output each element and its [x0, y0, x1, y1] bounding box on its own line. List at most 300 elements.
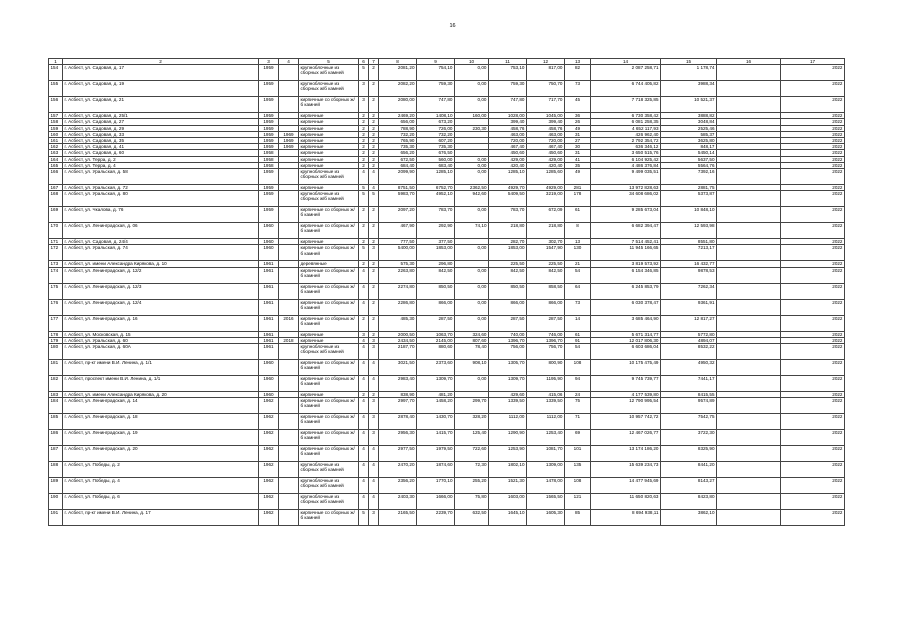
table-cell-p: 2 — [369, 207, 379, 223]
table-cell-p: 2 — [369, 267, 379, 283]
table-cell-y1: 1959 — [259, 97, 279, 113]
table-cell-a: 2956,30 — [379, 430, 417, 446]
table-cell-cost: 4 652 117,93 — [591, 125, 661, 131]
table-cell-cost: 13 972 828,63 — [591, 185, 661, 191]
table-cell-c: 0,00 — [455, 267, 489, 283]
table-cell-p: 3 — [369, 398, 379, 414]
table-cell-cost2: 16 432,77 — [661, 261, 717, 267]
table-cell-p: 4 — [369, 185, 379, 191]
table-cell-f: 2 — [359, 156, 369, 162]
table-cell-c: 328,20 — [455, 414, 489, 430]
table-cell-g: 49 — [565, 125, 591, 131]
table-row — [49, 315, 845, 331]
table-cell-walls: кирпичные — [299, 185, 359, 191]
table-cell-a: 2080,00 — [379, 97, 417, 113]
table-cell-y2 — [279, 81, 299, 97]
table-cell-addr: г. Асбест, ул. Ленинградская, д. 12/2 — [63, 267, 259, 283]
table-cell-cost2: 7542,75 — [661, 414, 717, 430]
table-cell-e: 750,70 — [527, 81, 565, 97]
table-row — [49, 207, 845, 223]
table-cell-b: 560,00 — [417, 156, 455, 162]
table-cell-g: 13 — [565, 239, 591, 245]
table-cell-e: 287,50 — [527, 315, 565, 331]
table-cell-f: 4 — [359, 398, 369, 414]
table-cell-addr: г. Асбест, ул. Уральская, д. 80 — [63, 191, 259, 207]
table-cell-d: 282,70 — [489, 239, 527, 245]
table-cell-a: 735,30 — [379, 144, 417, 150]
table-cell-e: 746,00 — [527, 331, 565, 337]
table-cell-n: 170 — [49, 223, 63, 239]
table-cell-e: 3219,00 — [527, 191, 565, 207]
table-cell-cost2: 1 178,74 — [661, 65, 717, 81]
table-cell-yr: 2022 — [781, 344, 845, 360]
table-cell-walls: крупноблочные из сборных ж/б камней — [299, 478, 359, 494]
table-cell-f: 2 — [359, 162, 369, 168]
table-cell-g: 69 — [565, 430, 591, 446]
table-cell-cost: 11 650 820,63 — [591, 494, 661, 510]
table-row — [49, 169, 845, 185]
table-cell-y2: 2016 — [279, 315, 299, 331]
table-cell-addr: г. Асбест, ул. Уральская, д. 72 — [63, 185, 259, 191]
column-number-cell: 5 — [299, 59, 359, 65]
table-cell-g: 61 — [565, 207, 591, 223]
table-cell-cost: 3 650 515,76 — [591, 150, 661, 156]
table-cell-cost2: 4894,07 — [661, 337, 717, 343]
table-cell-d: 1802,10 — [489, 462, 527, 478]
table-cell-f: 2 — [359, 315, 369, 331]
table-cell-walls: кирпичные со сборных ж/б камней — [299, 283, 359, 299]
table-cell-a: 2983,40 — [379, 376, 417, 392]
table-cell-cost2: 8532,22 — [661, 344, 717, 360]
table-cell-d: 756,00 — [489, 344, 527, 360]
table-cell-walls: кирпичные — [299, 162, 359, 168]
table-cell-cost: 6 603 686,04 — [591, 344, 661, 360]
table-cell-p: 2 — [369, 315, 379, 331]
table-cell-y2 — [279, 360, 299, 376]
table-cell-f: 2 — [359, 125, 369, 131]
table-cell-walls: кирпичные со сборных ж/б камней — [299, 267, 359, 283]
table-cell-a: 2434,50 — [379, 337, 417, 343]
table-cell-y2 — [279, 462, 299, 478]
table-cell-b: 866,00 — [417, 299, 455, 315]
table-row — [49, 223, 845, 239]
table-cell-cost: 2 087 258,71 — [591, 65, 661, 81]
table-cell-d: 720,00 — [489, 138, 527, 144]
table-cell-y1: 1961 — [259, 283, 279, 299]
table-cell-yr: 2022 — [781, 478, 845, 494]
table-cell-a: 2997,70 — [379, 398, 417, 414]
table-cell-walls: кирпичные со сборных ж/б камней — [299, 315, 359, 331]
table-cell-n: 185 — [49, 414, 63, 430]
table-cell-y2 — [279, 376, 299, 392]
column-number-cell: 9 — [417, 59, 455, 65]
table-cell-yr: 2022 — [781, 494, 845, 510]
table-cell-e: 458,76 — [527, 125, 565, 131]
column-number-cell: 8 — [379, 59, 417, 65]
table-cell-addr: г. Асбест, ул. Ленинградская, д. 06 — [63, 223, 259, 239]
column-number-cell: 16 — [717, 59, 781, 65]
table-cell-y1: 1960 — [259, 376, 279, 392]
table-cell-p: 3 — [369, 337, 379, 343]
table-cell-y2 — [279, 299, 299, 315]
table-cell-h — [717, 207, 781, 223]
table-cell-p: 2 — [369, 113, 379, 119]
table-cell-a: 2470,20 — [379, 462, 417, 478]
table-cell-a: 2878,40 — [379, 414, 417, 430]
table-cell-a: 2165,50 — [379, 510, 417, 526]
table-cell-g: 85 — [565, 510, 591, 526]
table-cell-y2 — [279, 478, 299, 494]
table-cell-y2 — [279, 169, 299, 185]
table-cell-a: 3021,50 — [379, 360, 417, 376]
table-cell-cost: 10 957 742,72 — [591, 414, 661, 430]
table-row — [49, 344, 845, 360]
table-cell-p: 5 — [369, 191, 379, 207]
table-cell-f: 4 — [359, 299, 369, 315]
table-cell-e: 672,09 — [527, 207, 565, 223]
table-cell-walls: крупноблочные из сборных ж/б камней — [299, 65, 359, 81]
table-cell-cost2: 9878,53 — [661, 267, 717, 283]
table-cell-h — [717, 65, 781, 81]
table-cell-n: 156 — [49, 97, 63, 113]
table-cell-g: 108 — [565, 360, 591, 376]
table-cell-cost2: 848,17 — [661, 144, 717, 150]
table-cell-b: 287,50 — [417, 315, 455, 331]
table-cell-h — [717, 223, 781, 239]
table-cell-a: 838,90 — [379, 392, 417, 398]
table-cell-cost2: 5564,76 — [661, 162, 717, 168]
table-cell-y1: 1960 — [259, 360, 279, 376]
table-cell-a: 2977,50 — [379, 446, 417, 462]
table-cell-walls: крупноблочные из сборных ж/б камней — [299, 344, 359, 360]
table-cell-h — [717, 299, 781, 315]
table-cell-c: 942,60 — [455, 191, 489, 207]
table-cell-b: 377,50 — [417, 239, 455, 245]
table-cell-n: 164 — [49, 156, 63, 162]
table-cell-p: 2 — [369, 261, 379, 267]
table-cell-n: 157 — [49, 113, 63, 119]
table-cell-addr: г. Асбест, ул. Садовая, д. 27 — [63, 119, 259, 125]
table-cell-g: 130 — [565, 245, 591, 261]
table-cell-c: 324,60 — [455, 331, 489, 337]
table-cell-addr: г. Асбест, ул. Садовая, д. 17 — [63, 65, 259, 81]
table-cell-y2 — [279, 65, 299, 81]
table-cell-g: 281 — [565, 185, 591, 191]
table-cell-d: 467,40 — [489, 144, 527, 150]
table-cell-a: 5983,70 — [379, 191, 417, 207]
table-cell-y1: 1961 — [259, 344, 279, 360]
table-cell-a: 2356,20 — [379, 478, 417, 494]
table-cell-b: 1666,00 — [417, 494, 455, 510]
table-cell-a: 2469,20 — [379, 113, 417, 119]
table-cell-addr: г. Асбест, ул. Победы, д. 4 — [63, 478, 259, 494]
table-cell-c: 2362,50 — [455, 185, 489, 191]
table-cell-e: 1045,00 — [527, 113, 565, 119]
table-row — [49, 65, 845, 81]
table-cell-f: 2 — [359, 392, 369, 398]
table-row — [49, 267, 845, 283]
table-row — [49, 376, 845, 392]
table-cell-cost: 6 154 346,85 — [591, 267, 661, 283]
table-cell-addr: г. Асбест, ул. Садовая, д. 60 — [63, 150, 259, 156]
table-cell-e: 1195,90 — [527, 376, 565, 392]
table-cell-g: 8 — [565, 223, 591, 239]
table-cell-yr: 2022 — [781, 138, 845, 144]
table-cell-cost2: 7213,17 — [661, 245, 717, 261]
table-cell-c: 74,10 — [455, 223, 489, 239]
table-cell-b: 726,00 — [417, 125, 455, 131]
table-cell-yr: 2022 — [781, 337, 845, 343]
table-cell-b: 1415,70 — [417, 430, 455, 446]
table-row — [49, 430, 845, 446]
table-cell-y1: 1962 — [259, 446, 279, 462]
table-cell-y2 — [279, 494, 299, 510]
table-cell-h — [717, 360, 781, 376]
table-cell-cost: 6 744 405,82 — [591, 81, 661, 97]
column-number-cell: 17 — [781, 59, 845, 65]
table-cell-yr: 2022 — [781, 162, 845, 168]
table-cell-a: 2187,70 — [379, 344, 417, 360]
table-cell-yr: 2022 — [781, 207, 845, 223]
table-cell-p: 2 — [369, 299, 379, 315]
table-cell-y1: 1960 — [259, 392, 279, 398]
table-cell-y2 — [279, 97, 299, 113]
table-cell-n: 162 — [49, 144, 63, 150]
table-cell-n: 174 — [49, 267, 63, 283]
table-body — [49, 59, 845, 526]
table-cell-c: 160,00 — [455, 113, 489, 119]
table-cell-cost2: 5450,14 — [661, 150, 717, 156]
table-cell-c: 0,00 — [455, 245, 489, 261]
table-cell-f: 4 — [359, 376, 369, 392]
table-cell-y2 — [279, 446, 299, 462]
table-cell-cost: 4 486 376,84 — [591, 162, 661, 168]
table-cell-b: 1309,70 — [417, 376, 455, 392]
table-cell-n: 190 — [49, 494, 63, 510]
table-cell-cost2: 7262,34 — [661, 283, 717, 299]
table-cell-g: 71 — [565, 414, 591, 430]
table-cell-p: 4 — [369, 360, 379, 376]
table-cell-walls: кирпичные — [299, 392, 359, 398]
table-cell-e: 866,00 — [527, 299, 565, 315]
table-cell-yr: 2022 — [781, 223, 845, 239]
table-cell-d: 1253,90 — [489, 446, 527, 462]
table-cell-g: 135 — [565, 462, 591, 478]
table-cell-cost2: 3722,30 — [661, 430, 717, 446]
table-cell-b: 747,80 — [417, 97, 455, 113]
table-cell-y2 — [279, 267, 299, 283]
table-cell-f: 2 — [359, 207, 369, 223]
table-cell-n: 173 — [49, 261, 63, 267]
table-cell-n: 187 — [49, 446, 63, 462]
table-cell-addr: г. Асбест, ул. Ленинградская, д. 16 — [63, 315, 259, 331]
table-cell-h — [717, 245, 781, 261]
table-cell-h — [717, 283, 781, 299]
table-cell-c: 0,00 — [455, 162, 489, 168]
table-cell-yr: 2022 — [781, 113, 845, 119]
table-cell-walls: крупноблочные из сборных ж/б камней — [299, 81, 359, 97]
table-cell-addr: г. Асбест, ул. Садовая, д. 21 — [63, 97, 259, 113]
table-cell-yr: 2022 — [781, 97, 845, 113]
table-cell-addr: г. Асбест, ул. Уральская, д. 58 — [63, 169, 259, 185]
table-cell-e: 225,50 — [527, 261, 565, 267]
table-cell-cost2: 7392,16 — [661, 169, 717, 185]
table-cell-d: 1290,90 — [489, 430, 527, 446]
table-cell-cost: 8 694 938,11 — [591, 510, 661, 526]
table-cell-addr: г. Асбест, ул. Уральская, д. 60А — [63, 344, 259, 360]
table-cell-g: 45 — [565, 97, 591, 113]
table-cell-yr: 2022 — [781, 414, 845, 430]
table-cell-yr: 2022 — [781, 150, 845, 156]
table-cell-y1: 1959 — [259, 119, 279, 125]
table-cell-y1: 1959 — [259, 191, 279, 207]
table-cell-p: 2 — [369, 283, 379, 299]
table-cell-a: 8751,50 — [379, 185, 417, 191]
table-cell-walls: кирпичные — [299, 156, 359, 162]
table-cell-g: 91 — [565, 337, 591, 343]
table-cell-y2 — [279, 344, 299, 360]
table-cell-addr: г. Асбест, ул. Садовая, д. 19 — [63, 81, 259, 97]
table-cell-b: 292,90 — [417, 223, 455, 239]
table-cell-b: 880,60 — [417, 344, 455, 360]
table-cell-c: 0,00 — [455, 299, 489, 315]
table-cell-cost: 6 682 394,47 — [591, 223, 661, 239]
table-cell-addr: г. Асбест, ул. Садовая, д. 24/4 — [63, 239, 259, 245]
table-cell-y2 — [279, 398, 299, 414]
table-cell-cost2: 8325,90 — [661, 446, 717, 462]
table-cell-y1: 1959 — [259, 144, 279, 150]
table-cell-f: 2 — [359, 239, 369, 245]
table-cell-n: 178 — [49, 331, 63, 337]
table-cell-d: 1309,70 — [489, 376, 527, 392]
table-row — [49, 510, 845, 526]
table-cell-h — [717, 97, 781, 113]
table-cell-g: 54 — [565, 344, 591, 360]
table-row — [49, 462, 845, 478]
table-cell-b: 1063,70 — [417, 331, 455, 337]
table-cell-walls: крупноблочные из сборных ж/б камней — [299, 494, 359, 510]
table-cell-yr: 2022 — [781, 360, 845, 376]
table-cell-p: 3 — [369, 510, 379, 526]
table-cell-p: 2 — [369, 223, 379, 239]
column-number-cell: 3 — [259, 59, 279, 65]
table-cell-d: 1112,00 — [489, 414, 527, 430]
table-row — [49, 446, 845, 462]
table-cell-y1: 1962 — [259, 414, 279, 430]
table-cell-cost2: 8423,80 — [661, 494, 717, 510]
table-cell-d: 842,50 — [489, 267, 527, 283]
table-cell-p: 2 — [369, 331, 379, 337]
table-cell-yr: 2022 — [781, 446, 845, 462]
table-cell-b: 735,30 — [417, 144, 455, 150]
column-number-cell: 13 — [565, 59, 591, 65]
table-cell-n: 169 — [49, 207, 63, 223]
table-cell-b: 754,10 — [417, 65, 455, 81]
table-cell-cost2: 5373,87 — [661, 191, 717, 207]
table-cell-yr: 2022 — [781, 261, 845, 267]
table-cell-walls: кирпичные — [299, 150, 359, 156]
table-cell-y1: 1961 — [259, 331, 279, 337]
table-cell-g: 30 — [565, 144, 591, 150]
table-cell-addr: г. Асбест, ул. Ленинградская, д. 12/4 — [63, 299, 259, 315]
table-cell-b: 1853,00 — [417, 245, 455, 261]
table-cell-walls: крупноблочные из сборных ж/б камней — [299, 462, 359, 478]
table-cell-f: 5 — [359, 191, 369, 207]
table-row — [49, 398, 845, 414]
table-cell-d: 1603,00 — [489, 494, 527, 510]
table-cell-cost: 12 790 995,54 — [591, 398, 661, 414]
table-cell-f: 3 — [359, 97, 369, 113]
table-cell-c: 299,70 — [455, 398, 489, 414]
table-cell-walls: кирпичные — [299, 125, 359, 131]
table-cell-f: 2 — [359, 131, 369, 137]
table-cell-g: 73 — [565, 81, 591, 97]
table-cell-cost: 426 962,40 — [591, 131, 661, 137]
table-cell-g: 26 — [565, 119, 591, 125]
table-cell-g: 82 — [565, 65, 591, 81]
table-cell-f: 4 — [359, 360, 369, 376]
table-cell-walls: кирпичные — [299, 331, 359, 337]
table-cell-c: 908,10 — [455, 360, 489, 376]
table-cell-d: 5409,50 — [489, 191, 527, 207]
table-cell-c: 0,00 — [455, 376, 489, 392]
table-cell-e: 1112,00 — [527, 414, 565, 430]
table-cell-p: 4 — [369, 478, 379, 494]
table-cell-b: 607,20 — [417, 138, 455, 144]
table-cell-h — [717, 267, 781, 283]
table-cell-cost2: 12 817,27 — [661, 315, 717, 331]
table-cell-p: 2 — [369, 239, 379, 245]
table-cell-addr: г. Асбест, ул. Ленинградская, д. 18 — [63, 414, 259, 430]
table-cell-n: 188 — [49, 462, 63, 478]
table-cell-p: 2 — [369, 125, 379, 131]
table-cell-cost2: 5772,80 — [661, 331, 717, 337]
table-cell-walls: кирпичные со сборных ж/б камней — [299, 430, 359, 446]
table-cell-d: 1285,10 — [489, 169, 527, 185]
table-cell-a: 2403,30 — [379, 494, 417, 510]
table-cell-cost2: 8415,55 — [661, 392, 717, 398]
table-cell-cost: 10 175 475,49 — [591, 360, 661, 376]
table-cell-e: 720,00 — [527, 138, 565, 144]
table-cell-f: 3 — [359, 81, 369, 97]
table-cell-b: 1874,60 — [417, 462, 455, 478]
table-cell-d: 753,10 — [489, 65, 527, 81]
table-cell-y2 — [279, 283, 299, 299]
table-cell-a: 672,50 — [379, 156, 417, 162]
table-cell-d: 450,60 — [489, 150, 527, 156]
table-cell-f: 5 — [359, 245, 369, 261]
table-cell-c: 255,20 — [455, 478, 489, 494]
table-cell-g: 61 — [565, 331, 591, 337]
table-cell-yr: 2022 — [781, 81, 845, 97]
table-cell-n: 182 — [49, 376, 63, 392]
table-cell-addr: г. Асбест, ул. Садовая, д. 35 — [63, 138, 259, 144]
table-cell-cost: 636 346,12 — [591, 144, 661, 150]
table-cell-p: 4 — [369, 376, 379, 392]
table-cell-e: 817,00 — [527, 65, 565, 81]
table-cell-yr: 2022 — [781, 315, 845, 331]
table-cell-cost2: 12 593,98 — [661, 223, 717, 239]
table-cell-e: 756,70 — [527, 344, 565, 360]
table-cell-n: 160 — [49, 131, 63, 137]
table-cell-e: 1309,00 — [527, 462, 565, 478]
table-cell-c: 0,00 — [455, 65, 489, 81]
table-cell-d: 287,50 — [489, 315, 527, 331]
table-cell-d: 225,50 — [489, 261, 527, 267]
table-cell-e: 399,40 — [527, 119, 565, 125]
table-cell-y1: 1958 — [259, 162, 279, 168]
table-cell-g: 75 — [565, 398, 591, 414]
